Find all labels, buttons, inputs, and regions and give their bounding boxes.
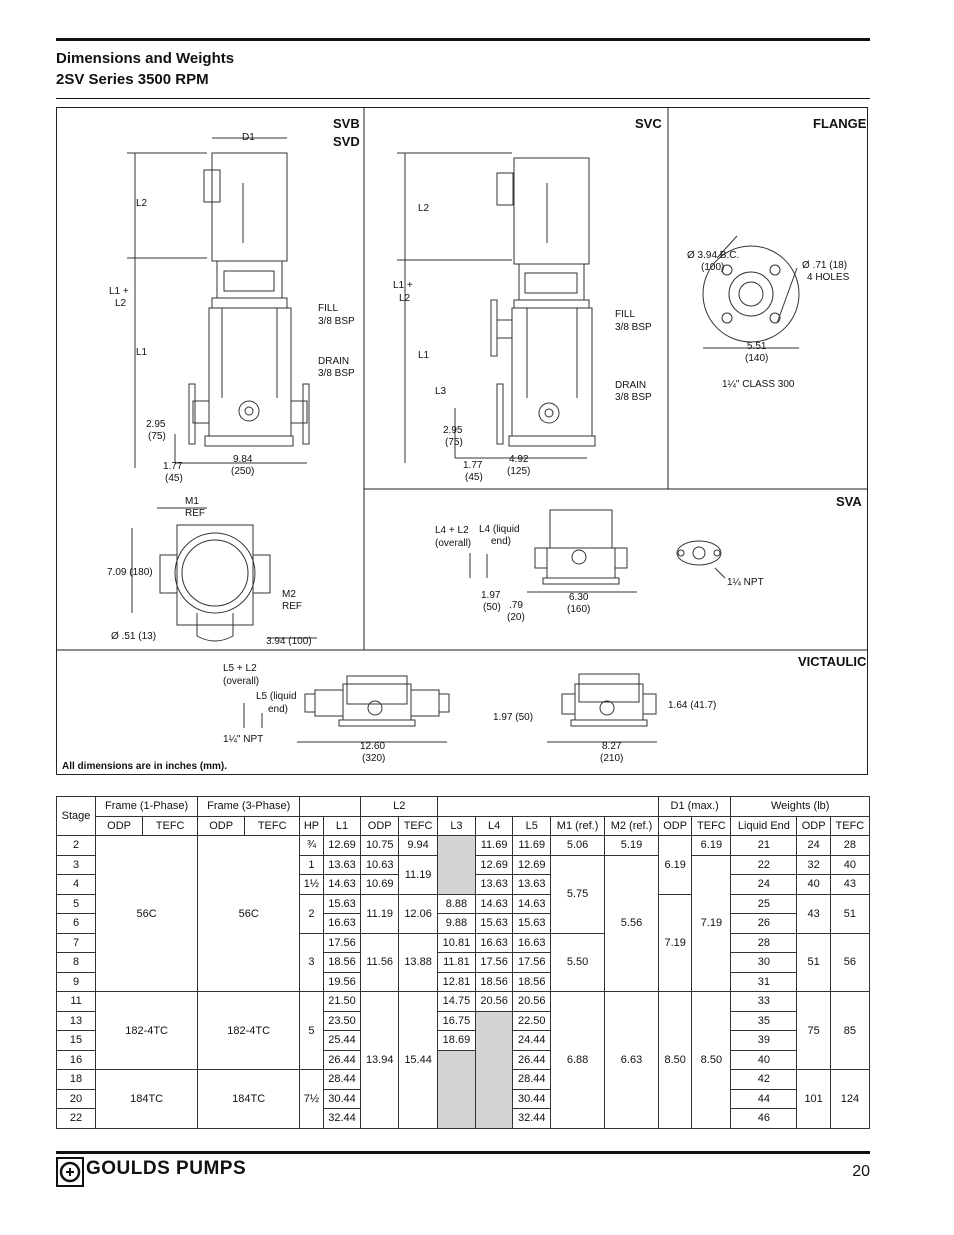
cell-l5: 28.44	[513, 1070, 551, 1090]
cell-l1: 32.44	[323, 1109, 361, 1129]
vic-overall: (overall)	[223, 676, 260, 687]
cell-l5: 12.69	[513, 855, 551, 875]
svc-drain: DRAIN	[615, 380, 647, 391]
cell-l5: 24.44	[513, 1031, 551, 1051]
th-f1-odp: ODP	[96, 816, 143, 836]
th-l2-tefc: TEFC	[399, 816, 438, 836]
cell-l4: 11.69	[475, 836, 513, 856]
cell-hp: ¾	[300, 836, 324, 856]
flange-140: (140)	[745, 353, 769, 364]
flange-bc-mm: (100)	[701, 262, 725, 273]
th-blank-1	[300, 797, 361, 817]
cell-stage: 4	[57, 875, 96, 895]
cell-m2: 5.56	[605, 855, 659, 992]
th-d1-odp: ODP	[658, 816, 691, 836]
svb-295: 2.95	[146, 419, 166, 430]
label-svd: SVD	[333, 134, 360, 149]
cell-stage: 20	[57, 1089, 96, 1109]
cell-l2-odp: 10.69	[361, 875, 399, 895]
cell-d1-tefc: 6.19	[692, 836, 731, 856]
cell-l3: 11.81	[438, 953, 476, 973]
cell-d1-tefc: 8.50	[692, 992, 731, 1129]
svb-plan-drawing	[132, 508, 317, 641]
cell-frame3-56c: 56C	[198, 836, 300, 992]
cell-w-liq: 22	[731, 855, 797, 875]
cell-l5: 11.69	[513, 836, 551, 856]
cell-l3-blank	[438, 1050, 476, 1128]
plan-394: 3.94 (100)	[266, 636, 312, 647]
cell-stage: 13	[57, 1011, 96, 1031]
cell-frame1-182: 182-4TC	[96, 992, 198, 1070]
cell-l3: 10.81	[438, 933, 476, 953]
th-w-tefc: TEFC	[830, 816, 869, 836]
vic-end: end)	[268, 704, 289, 715]
cell-l3: 8.88	[438, 894, 476, 914]
th-l1: L1	[323, 816, 361, 836]
plan-m1: M1	[185, 496, 199, 507]
cell-w-tefc: 43	[830, 875, 869, 895]
footer-rule	[56, 1151, 870, 1154]
cell-w-tefc: 51	[830, 894, 869, 933]
vic-320: (320)	[362, 753, 386, 764]
cell-w-odp: 51	[797, 933, 830, 992]
top-rule	[56, 38, 870, 41]
dimensions-note: All dimensions are in inches (mm).	[62, 761, 228, 772]
vic-164: 1.64 (41.7)	[668, 700, 717, 711]
th-frame-3phase: Frame (3-Phase)	[198, 797, 300, 817]
cell-w-liq: 46	[731, 1109, 797, 1129]
dimension-drawings	[56, 107, 868, 775]
cell-l1: 21.50	[323, 992, 361, 1012]
cell-l3: 9.88	[438, 914, 476, 934]
cell-frame3-184: 184TC	[198, 1070, 300, 1129]
th-m2: M2 (ref.)	[605, 816, 659, 836]
svc-492: 4.92	[509, 454, 529, 465]
cell-l2-tefc: 12.06	[399, 894, 438, 933]
cell-w-tefc: 85	[830, 992, 869, 1070]
cell-l2-odp: 10.75	[361, 836, 399, 856]
label-svc: SVC	[635, 116, 662, 131]
cell-w-odp: 101	[797, 1070, 830, 1129]
cell-w-liq: 24	[731, 875, 797, 895]
cell-w-odp: 32	[797, 855, 830, 875]
plan-m1-ref: REF	[185, 508, 205, 519]
label-victaulic: VICTAULIC	[798, 654, 867, 669]
svb-fill-bsp: 3/8 BSP	[318, 316, 355, 327]
cell-d1-odp: 7.19	[658, 894, 691, 992]
cell-l4: 18.56	[475, 972, 513, 992]
cell-l4: 14.63	[475, 894, 513, 914]
drawings-svg	[57, 108, 867, 774]
cell-w-odp: 24	[797, 836, 830, 856]
th-w-odp: ODP	[797, 816, 830, 836]
cell-l1: 30.44	[323, 1089, 361, 1109]
cell-l3-blank	[438, 836, 476, 895]
sva-overall: (overall)	[435, 538, 472, 549]
svb-l1l2b: L2	[115, 298, 127, 309]
cell-stage: 9	[57, 972, 96, 992]
cell-w-odp: 43	[797, 894, 830, 933]
sva-l4l2: L4 + L2	[435, 525, 469, 536]
cell-l2-tefc: 13.88	[399, 933, 438, 992]
svc-45: (45)	[465, 472, 483, 483]
cell-stage: 6	[57, 914, 96, 934]
plan-051: Ø .51 (13)	[111, 631, 157, 642]
cell-d1-odp: 8.50	[658, 992, 691, 1129]
cell-l5: 14.63	[513, 894, 551, 914]
svc-l1l2b: L2	[399, 293, 411, 304]
svc-fill: FILL	[615, 309, 636, 320]
flange-class300: 1¼" CLASS 300	[722, 379, 795, 390]
vic-l5liq: L5 (liquid	[256, 691, 297, 702]
th-l2: L2	[361, 797, 438, 817]
cell-l5: 32.44	[513, 1109, 551, 1129]
vic-210: (210)	[600, 753, 624, 764]
cell-l5: 20.56	[513, 992, 551, 1012]
cell-l5: 30.44	[513, 1089, 551, 1109]
cell-l5: 16.63	[513, 933, 551, 953]
cell-m1: 5.75	[551, 855, 605, 933]
vic-19750: 1.97 (50)	[493, 712, 534, 723]
cell-w-liq: 39	[731, 1031, 797, 1051]
cell-l4: 20.56	[475, 992, 513, 1012]
svb-d1: D1	[242, 132, 255, 143]
title-line-2: 2SV Series 3500 RPM	[56, 71, 209, 88]
page-number: 20	[852, 1163, 870, 1180]
cell-l1: 16.63	[323, 914, 361, 934]
cell-l1: 15.63	[323, 894, 361, 914]
svb-l2: L2	[136, 198, 148, 209]
sva-50: (50)	[483, 602, 501, 613]
th-d1-tefc: TEFC	[692, 816, 731, 836]
svc-125: (125)	[507, 466, 531, 477]
cell-l5: 26.44	[513, 1050, 551, 1070]
svc-l3: L3	[435, 386, 447, 397]
th-stage: Stage	[57, 797, 96, 836]
svb-45: (45)	[165, 473, 183, 484]
svc-pump-drawing	[397, 153, 595, 463]
svb-drain: DRAIN	[318, 356, 350, 367]
th-liquid-end: Liquid End	[731, 816, 797, 836]
cell-frame3-182: 182-4TC	[198, 992, 300, 1070]
cell-w-liq: 26	[731, 914, 797, 934]
cell-w-liq: 31	[731, 972, 797, 992]
cell-m1: 5.06	[551, 836, 605, 856]
cell-l4: 12.69	[475, 855, 513, 875]
cell-l3: 18.69	[438, 1031, 476, 1051]
cell-l2-odp: 10.63	[361, 855, 399, 875]
cell-l1: 12.69	[323, 836, 361, 856]
cell-l2-tefc: 15.44	[399, 992, 438, 1129]
cell-d1-tefc: 7.19	[692, 855, 731, 992]
cell-hp: 5	[300, 992, 324, 1070]
cell-l2-odp: 11.19	[361, 894, 399, 933]
svb-l1: L1	[136, 347, 148, 358]
cell-w-tefc: 28	[830, 836, 869, 856]
cell-m1: 5.50	[551, 933, 605, 992]
cell-w-liq: 40	[731, 1050, 797, 1070]
vic-1260: 12.60	[360, 741, 386, 752]
cell-l5: 22.50	[513, 1011, 551, 1031]
cell-stage: 5	[57, 894, 96, 914]
flange-holes: Ø .71 (18)	[802, 260, 848, 271]
flange-holes2: 4 HOLES	[807, 272, 850, 283]
cell-l3: 12.81	[438, 972, 476, 992]
sva-npt: 1¼ NPT	[727, 577, 764, 588]
th-blank-2	[438, 797, 659, 817]
table-row	[57, 836, 870, 856]
cell-m2: 5.19	[605, 836, 659, 856]
svc-75: (75)	[445, 437, 463, 448]
label-sva: SVA	[836, 494, 862, 509]
cell-w-tefc: 56	[830, 933, 869, 992]
flange-551: 5.51	[747, 341, 767, 352]
cell-hp: 1	[300, 855, 324, 875]
victaulic-drawing	[244, 674, 657, 742]
svb-drain-bsp: 3/8 BSP	[318, 368, 355, 379]
cell-l4: 13.63	[475, 875, 513, 895]
svb-fill: FILL	[318, 303, 339, 314]
cell-w-tefc: 124	[830, 1070, 869, 1129]
th-l5: L5	[513, 816, 551, 836]
svc-l2: L2	[418, 203, 430, 214]
cell-l1: 14.63	[323, 875, 361, 895]
svb-177: 1.77	[163, 461, 183, 472]
cell-l1: 19.56	[323, 972, 361, 992]
cell-stage: 11	[57, 992, 96, 1012]
cell-l1: 25.44	[323, 1031, 361, 1051]
cell-l5: 15.63	[513, 914, 551, 934]
cell-l5: 18.56	[513, 972, 551, 992]
label-svb: SVB	[333, 116, 360, 131]
cell-l2-tefc: 9.94	[399, 836, 438, 856]
svb-250: (250)	[231, 466, 255, 477]
sva-20: (20)	[507, 612, 525, 623]
cell-w-liq: 25	[731, 894, 797, 914]
cell-l5: 13.63	[513, 875, 551, 895]
cell-stage: 18	[57, 1070, 96, 1090]
cell-w-odp: 75	[797, 992, 830, 1070]
cell-l3: 16.75	[438, 1011, 476, 1031]
title-rule	[56, 98, 870, 99]
cell-stage: 15	[57, 1031, 96, 1051]
cell-hp: 3	[300, 933, 324, 992]
svc-295: 2.95	[443, 425, 463, 436]
sva-end: end)	[491, 536, 512, 547]
cell-w-liq: 33	[731, 992, 797, 1012]
cell-stage: 16	[57, 1050, 96, 1070]
cell-w-liq: 44	[731, 1089, 797, 1109]
cell-l1: 28.44	[323, 1070, 361, 1090]
svb-l1l2a: L1 +	[109, 286, 129, 297]
cell-l1: 13.63	[323, 855, 361, 875]
vic-l5l2: L5 + L2	[223, 663, 257, 674]
cell-l4: 15.63	[475, 914, 513, 934]
cell-stage: 7	[57, 933, 96, 953]
cell-frame1-56c: 56C	[96, 836, 198, 992]
cell-w-liq: 21	[731, 836, 797, 856]
cell-w-liq: 28	[731, 933, 797, 953]
table-row	[57, 992, 870, 1012]
flange-bc: Ø 3.94 B.C.	[687, 250, 740, 261]
cell-l2-odp: 11.56	[361, 933, 399, 992]
cell-l1: 18.56	[323, 953, 361, 973]
dimensions-table	[56, 796, 870, 1129]
cell-m2: 6.63	[605, 992, 659, 1129]
th-d1: D1 (max.)	[658, 797, 730, 817]
sva-l4liq: L4 (liquid	[479, 524, 520, 535]
sva-79: .79	[509, 600, 523, 611]
cell-w-odp: 40	[797, 875, 830, 895]
vic-npt: 1¼" NPT	[223, 734, 264, 745]
th-weights: Weights (lb)	[731, 797, 870, 817]
cell-hp: 2	[300, 894, 324, 933]
cell-hp: 7½	[300, 1070, 324, 1129]
th-f3-odp: ODP	[198, 816, 245, 836]
cell-w-liq: 35	[731, 1011, 797, 1031]
cell-l2-tefc: 11.19	[399, 855, 438, 894]
th-frame-1phase: Frame (1-Phase)	[96, 797, 198, 817]
plan-m2-ref: REF	[282, 601, 302, 612]
title-line-1: Dimensions and Weights	[56, 50, 235, 67]
cell-l4: 17.56	[475, 953, 513, 973]
cell-l1: 26.44	[323, 1050, 361, 1070]
sva-drawing	[470, 510, 725, 592]
cell-l5: 17.56	[513, 953, 551, 973]
cell-stage: 8	[57, 953, 96, 973]
plan-m2: M2	[282, 589, 296, 600]
plan-709: 7.09 (180)	[107, 567, 153, 578]
svc-l1l2a: L1 +	[393, 280, 413, 291]
th-f1-tefc: TEFC	[143, 816, 198, 836]
cell-d1-odp: 6.19	[658, 836, 691, 895]
cell-m1: 6.88	[551, 992, 605, 1129]
svc-drain-bsp: 3/8 BSP	[615, 392, 652, 403]
cell-w-liq: 42	[731, 1070, 797, 1090]
cell-stage: 2	[57, 836, 96, 856]
goulds-logo-icon	[56, 1157, 84, 1187]
cell-w-tefc: 40	[830, 855, 869, 875]
cell-l1: 17.56	[323, 933, 361, 953]
cell-frame1-184: 184TC	[96, 1070, 198, 1129]
th-m1: M1 (ref.)	[551, 816, 605, 836]
sva-630: 6.30	[569, 592, 589, 603]
vic-827: 8.27	[602, 741, 622, 752]
th-l3: L3	[438, 816, 476, 836]
label-flange: FLANGE	[813, 116, 867, 131]
sva-160: (160)	[567, 604, 591, 615]
cell-l4-blank	[475, 1011, 513, 1128]
page-title	[56, 48, 234, 90]
svb-75: (75)	[148, 431, 166, 442]
cell-stage: 22	[57, 1109, 96, 1129]
cell-stage: 3	[57, 855, 96, 875]
svc-fill-bsp: 3/8 BSP	[615, 322, 652, 333]
th-l2-odp: ODP	[361, 816, 399, 836]
svc-l1: L1	[418, 350, 430, 361]
cell-hp: 1½	[300, 875, 324, 895]
th-hp: HP	[300, 816, 324, 836]
cell-l4: 16.63	[475, 933, 513, 953]
brand-name: GOULDS PUMPS	[86, 1158, 247, 1179]
svb-984: 9.84	[233, 454, 253, 465]
cell-l1: 23.50	[323, 1011, 361, 1031]
th-l4: L4	[475, 816, 513, 836]
sva-197: 1.97	[481, 590, 501, 601]
svc-177: 1.77	[463, 460, 483, 471]
cell-w-liq: 30	[731, 953, 797, 973]
cell-l3: 14.75	[438, 992, 476, 1012]
cell-l2-odp: 13.94	[361, 992, 399, 1129]
th-f3-tefc: TEFC	[245, 816, 300, 836]
